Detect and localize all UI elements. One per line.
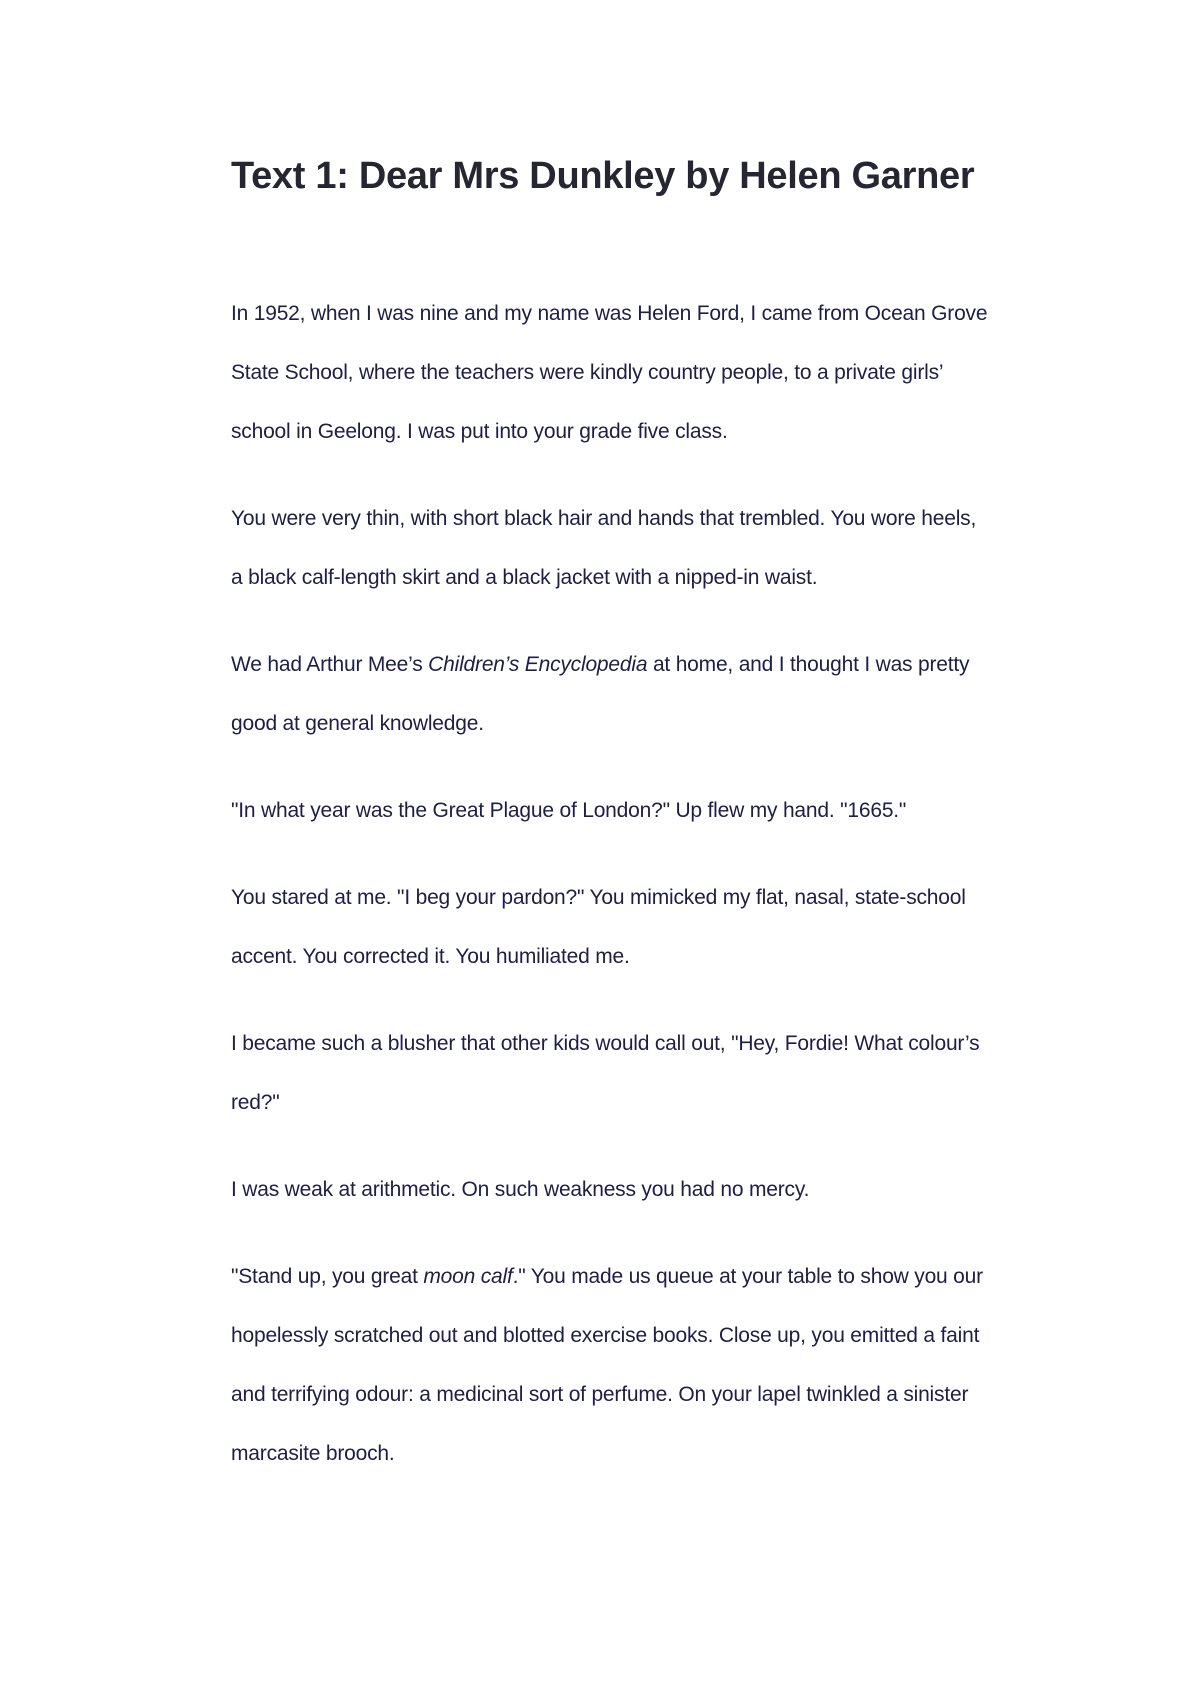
paragraph-8-after: ." You made us queue at your table to show you our hopelessly scratched out and blotted exercise books. Close up, you emitted a faint and terrifying odour: a medicinal sort of perfume. On your lapel twinkled a sinister marcasite brooch. [231, 1265, 983, 1465]
paragraph-5: You stared at me. "I beg your pardon?" You mimicked my flat, nasal, state-school accent. You corrected it. You humiliated me. [231, 886, 966, 968]
paragraph-list [231, 284, 991, 1483]
paragraph-3 [231, 635, 991, 753]
book-title-italic: Children’s Encyclopedia [428, 653, 648, 676]
paragraph-6: I became such a blusher that other kids would call out, "Hey, Fordie! What colour’s red?" [231, 1032, 980, 1114]
paragraph-3-before: We had Arthur Mee’s [231, 653, 429, 676]
paragraph-4: "In what year was the Great Plague of London?" Up flew my hand. "1665." [231, 799, 907, 822]
paragraph-3-after: at home, and I thought I was pretty good at general knowledge. [231, 653, 970, 735]
paragraph-8-before: "Stand up, you great [231, 1265, 424, 1288]
paragraph-8 [231, 1247, 991, 1483]
moon-calf-italic: moon calf [423, 1265, 513, 1288]
paragraph-2: You were very thin, with short black hair and hands that trembled. You wore heels, a black calf-length skirt and a black jacket with a nipped-in waist. [231, 507, 977, 589]
document-title: Text 1: Dear Mrs Dunkley by Helen Garner [231, 155, 975, 197]
document-body [231, 148, 991, 1511]
paragraph-1: In 1952, when I was nine and my name was Helen Ford, I came from Ocean Grove State School, where the teachers were kindly country people, to a private girls’ school in Geelong. I was put into your grade five class. [231, 302, 988, 443]
paragraph-7: I was weak at arithmetic. On such weakness you had no mercy. [231, 1178, 810, 1201]
